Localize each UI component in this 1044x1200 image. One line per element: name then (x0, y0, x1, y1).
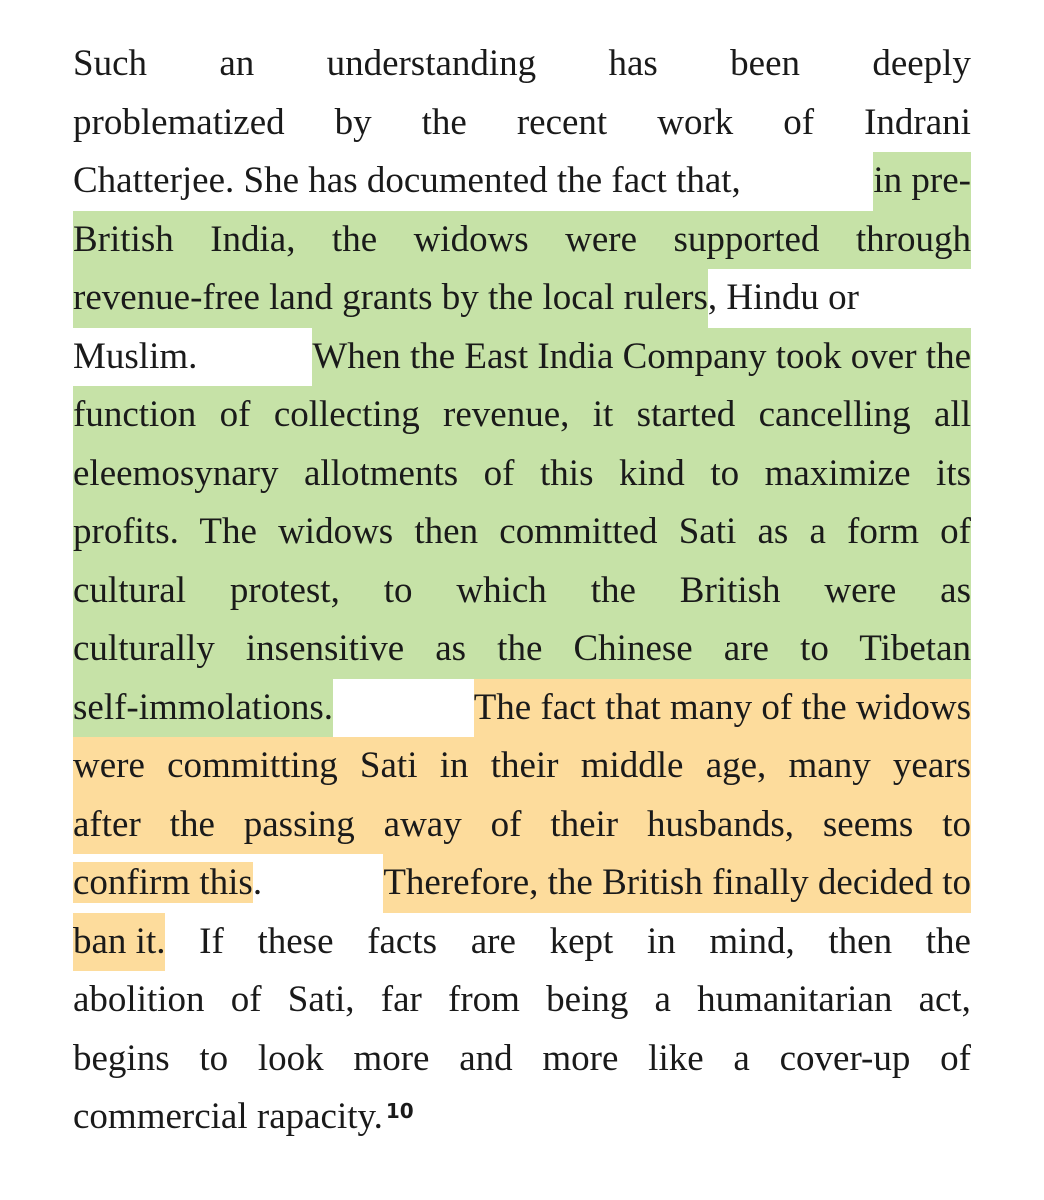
text-line (73, 35, 971, 94)
highlight-green: revenue-free land grants by the local rulers (73, 269, 708, 328)
word: recent (516, 101, 608, 143)
highlight-orange: The fact that many of the widows (474, 679, 971, 738)
text-line (73, 445, 971, 504)
word: If (199, 920, 224, 962)
text-line (73, 328, 971, 387)
text-line (73, 152, 971, 211)
text-line (73, 854, 971, 913)
word: problematized (73, 101, 285, 143)
text-line (73, 913, 971, 972)
word: from (448, 979, 520, 1020)
highlight-green: British India, the widows were supported through (73, 211, 971, 270)
text-line (73, 211, 971, 270)
highlight-green: eleemosynary allotments of this kind to maximize its (73, 445, 971, 504)
word: work (657, 101, 734, 143)
word: act, (918, 979, 971, 1020)
word: in (646, 920, 676, 962)
highlight-orange: were committing Sati in their middle age, many years (73, 737, 971, 796)
word: Sati, (287, 979, 355, 1020)
word: and (459, 1037, 513, 1079)
text-line (73, 503, 971, 562)
plain-text: commercial rapacity. (73, 1096, 383, 1137)
word: being (546, 979, 629, 1020)
word: a (733, 1037, 750, 1079)
word: are (470, 920, 516, 962)
text-line (73, 620, 971, 679)
word: by (334, 101, 372, 143)
word: humanitarian (697, 979, 893, 1020)
word: more (353, 1037, 430, 1079)
text-line (73, 679, 971, 738)
word: the (421, 101, 467, 143)
line-start (73, 854, 262, 913)
word: of (230, 979, 262, 1020)
text-line (73, 971, 971, 1030)
word: more (542, 1037, 619, 1079)
word: has (608, 43, 658, 84)
word: a (654, 979, 671, 1020)
word: these (257, 920, 334, 962)
highlight-green: culturally insensitive as the Chinese are to Tibetan (73, 620, 971, 679)
word: facts (367, 920, 438, 962)
highlight-green: profits. The widows then committed Sati as a form of (73, 503, 971, 562)
highlight-green: When the East India Company took over the (312, 328, 971, 387)
word: been (730, 43, 800, 84)
footnote-marker: 10 (385, 1099, 414, 1123)
word: kept (549, 920, 614, 962)
word: begins (73, 1037, 170, 1079)
text-line (73, 737, 971, 796)
text-line (73, 386, 971, 445)
plain-text: , Hindu or (707, 277, 859, 318)
word: understanding (326, 43, 537, 84)
text-line (73, 94, 971, 153)
word: of (940, 1037, 971, 1079)
word: an (219, 43, 255, 84)
word: of (783, 101, 815, 143)
text-line (73, 269, 971, 328)
highlight-orange: after the passing away of their husbands, seems to (73, 796, 971, 855)
highlight-orange: Therefore, the British finally decided to (383, 854, 971, 913)
text-line (73, 562, 971, 621)
word: far (380, 979, 422, 1020)
word: mind, (709, 920, 795, 962)
highlight-green: in pre- (873, 152, 971, 211)
highlight-green: cultural protest, to which the British were as (73, 562, 971, 621)
text-line (73, 796, 971, 855)
plain-text: . (252, 862, 263, 903)
word: like (648, 1037, 704, 1079)
line-content (73, 269, 859, 328)
text-line (73, 1030, 971, 1089)
word: deeply (872, 43, 971, 84)
highlight-orange: ban it. (73, 913, 165, 972)
plain-text: Muslim. (73, 335, 207, 377)
highlight-green: function of collecting revenue, it started cancelling all (73, 386, 971, 445)
word: abolition (73, 979, 205, 1020)
word: Indrani (864, 101, 971, 143)
word: cover-up (779, 1037, 911, 1079)
text-line (73, 1088, 971, 1147)
word: look (257, 1037, 324, 1079)
highlight-orange: confirm this (73, 862, 253, 903)
body-paragraph (73, 35, 971, 1147)
plain-text: Chatterjee. She has documented the fact that, (73, 160, 751, 201)
word: Such (73, 43, 147, 84)
word: the (925, 920, 971, 962)
word: then (828, 920, 893, 962)
highlight-green: self-immolations. (73, 679, 333, 738)
word: to (199, 1037, 229, 1079)
